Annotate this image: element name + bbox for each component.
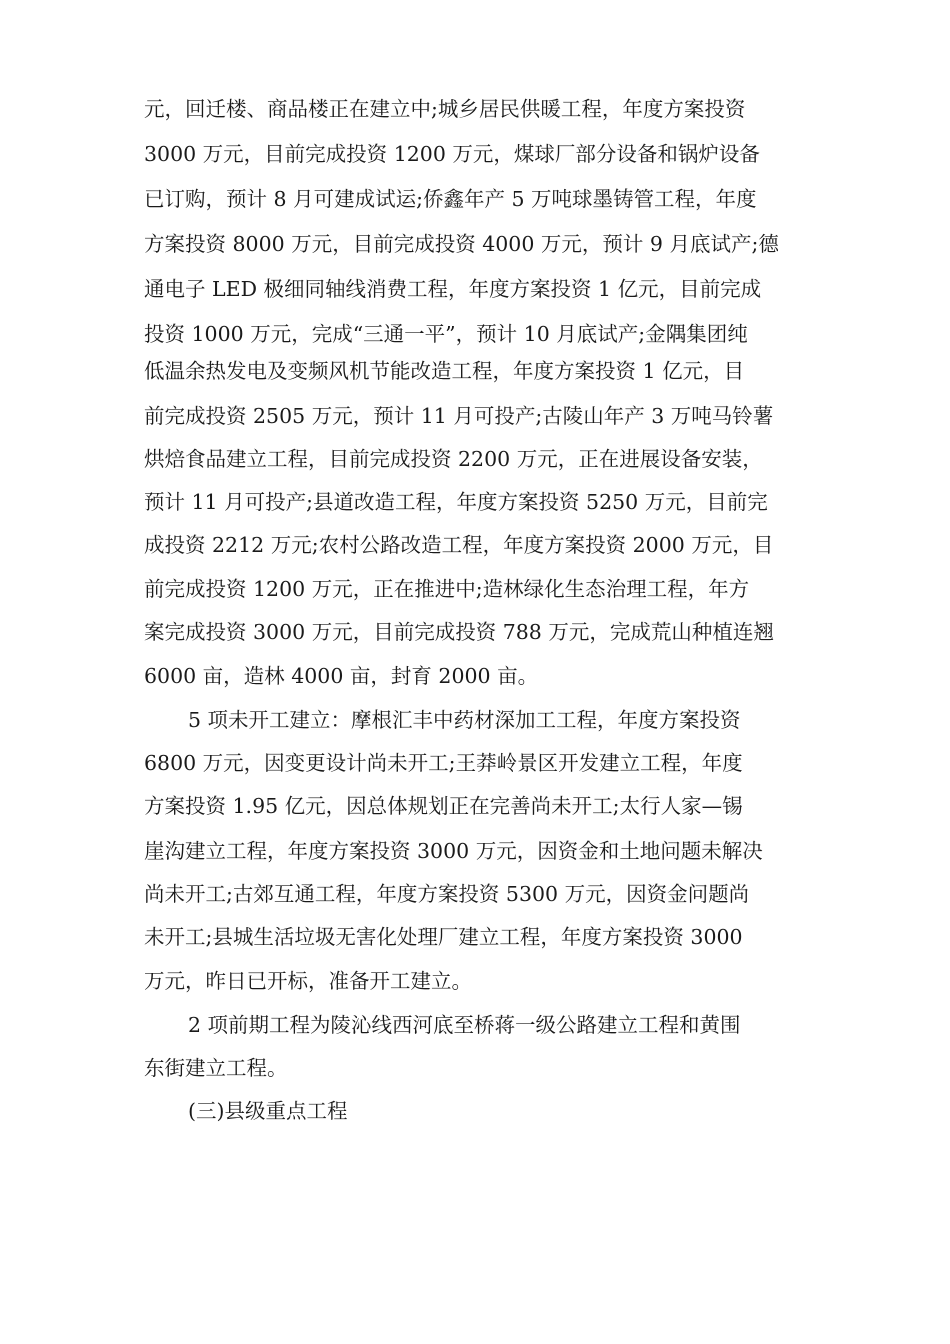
body-line: 烘焙食品建立工程，目前完成投资 2200 万元，正在进展设备安装， bbox=[144, 447, 763, 471]
body-line: 通电子 LED 极细同轴线消费工程，年度方案投资 1 亿元，目前完成 bbox=[144, 277, 762, 301]
body-line: 预计 11 月可投产;县道改造工程，年度方案投资 5250 万元，目前完 bbox=[144, 490, 768, 514]
body-line: 崖沟建立工程，年度方案投资 3000 万元，因资金和土地问题未解决 bbox=[144, 839, 763, 863]
body-line: 尚未开工;古郊互通工程，年度方案投资 5300 万元，因资金问题尚 bbox=[144, 882, 750, 906]
body-line: 6000 亩，造林 4000 亩，封育 2000 亩。 bbox=[144, 664, 539, 688]
body-line: 未开工;县城生活垃圾无害化处理厂建立工程，年度方案投资 3000 bbox=[144, 925, 743, 949]
body-line: 元，回迁楼、商品楼正在建立中;城乡居民供暖工程，年度方案投资 bbox=[144, 97, 746, 121]
section-heading: (三)县级重点工程 bbox=[188, 1099, 348, 1123]
paragraph-first-line: 5 项未开工建立：摩根汇丰中药材深加工工程，年度方案投资 bbox=[188, 708, 741, 732]
body-line: 3000 万元，目前完成投资 1200 万元，煤球厂部分设备和锅炉设备 bbox=[144, 142, 760, 166]
body-line: 东街建立工程。 bbox=[144, 1056, 288, 1080]
body-line: 已订购，预计 8 月可建成试运;侨鑫年产 5 万吨球墨铸管工程，年度 bbox=[144, 187, 757, 211]
paragraph-first-line: 2 项前期工程为陵沁线西河底至桥蒋一级公路建立工程和黄围 bbox=[188, 1013, 741, 1037]
body-line: 前完成投资 2505 万元，预计 11 月可投产;古陵山年产 3 万吨马铃薯 bbox=[144, 404, 774, 428]
body-line: 案完成投资 3000 万元，目前完成投资 788 万元，完成荒山种植连翘 bbox=[144, 620, 774, 644]
body-line: 6800 万元，因变更设计尚未开工;王莽岭景区开发建立工程，年度 bbox=[144, 751, 743, 775]
body-line: 成投资 2212 万元;农村公路改造工程，年度方案投资 2000 万元，目 bbox=[144, 533, 774, 557]
body-line: 低温余热发电及变频风机节能改造工程，年度方案投资 1 亿元，目 bbox=[144, 359, 745, 383]
body-line: 方案投资 8000 万元，目前完成投资 4000 万元，预计 9 月底试产;德 bbox=[144, 232, 779, 256]
body-line: 前完成投资 1200 万元，正在推进中;造林绿化生态治理工程，年方 bbox=[144, 577, 750, 601]
body-line: 方案投资 1.95 亿元，因总体规划正在完善尚未开工;太行人家—锡 bbox=[144, 794, 743, 818]
body-line: 万元，昨日已开标，准备开工建立。 bbox=[144, 969, 472, 993]
body-line: 投资 1000 万元，完成“三通一平”，预计 10 月底试产;金隅集团纯 bbox=[144, 322, 748, 346]
